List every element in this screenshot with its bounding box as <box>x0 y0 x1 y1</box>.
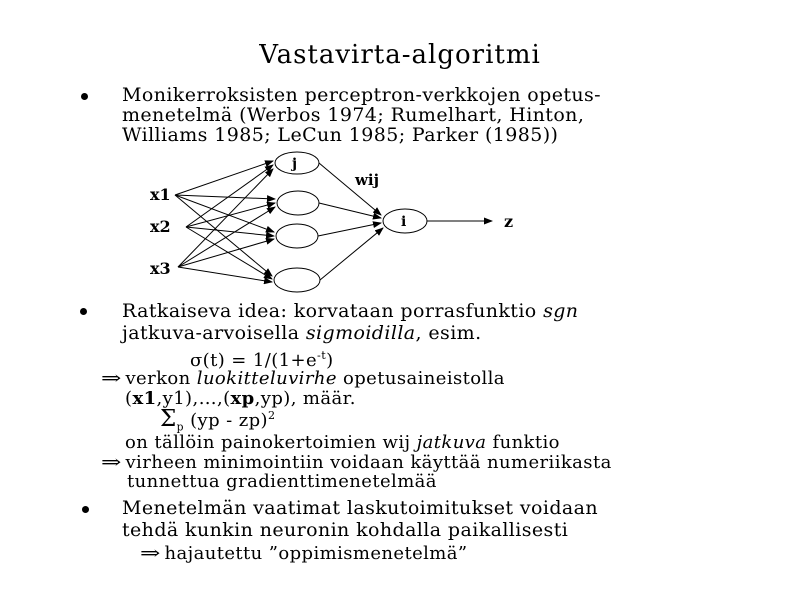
input-to-hidden-connections <box>175 161 275 282</box>
weight-label-wij: wij <box>355 171 380 189</box>
neural-network-diagram <box>140 146 520 298</box>
bullet-marker-1 <box>81 93 88 100</box>
sgn-italic: sgn <box>543 300 579 322</box>
bullet-marker-2 <box>80 308 87 315</box>
bullet-marker-3 <box>82 506 89 513</box>
input-label-x3: x3 <box>150 259 171 278</box>
continuous-function-line: on tällöin painokertoimien wij jatkuva funktio <box>125 432 560 453</box>
jatkuva-italic: jatkuva <box>416 432 487 453</box>
bullet-2-line-2: jatkuva-arvoisella sigmoidilla, esim. <box>122 322 482 344</box>
sum-squared-error-formula: $\Sigma_p$ (yp - zp)$^2$ <box>160 406 276 434</box>
exponent: -t <box>317 349 327 362</box>
distributed-learning-conclusion: ⇒ hajautettu ”oppimismenetelmä” <box>140 543 468 564</box>
hidden-node-3 <box>276 224 318 248</box>
bullet-3-line-1: Menetelmän vaatimat laskutoimitukset voidaan <box>122 497 598 519</box>
bullet-1-text <box>122 85 601 145</box>
output-node-label-i: i <box>401 214 407 230</box>
implication-classification-error: ⇒ verkon luokitteluvirhe opetusaineistolla <box>101 368 505 389</box>
training-pairs-line: (x1,y1),…,(xp,yp), määr. <box>125 388 356 409</box>
slide-title: Vastavirta-algoritmi <box>259 40 541 70</box>
bullet-1-line-2: menetelmä (Werbos 1974; Rumelhart, Hinton, <box>122 104 585 126</box>
bullet-3-line-2: tehdä kunkin neuronin kohdalla paikallisesti <box>122 519 569 541</box>
gradient-method-continuation: tunnettua gradienttimenetelmää <box>127 471 437 492</box>
bullet-3-text <box>122 497 598 541</box>
hidden-node-4 <box>274 268 320 292</box>
sigma-sum-symbol: Σ <box>160 406 177 432</box>
bullet-1-line-3: Williams 1985; LeCun 1985; Parker (1985)) <box>122 124 559 146</box>
bullet-2-line-1: Ratkaiseva idea: korvataan porrasfunktio sgn <box>122 300 579 322</box>
implies-arrow-icon: ⇒ <box>140 543 161 564</box>
bullet-1-line-1: Monikerroksisten perceptron-verkkojen opetus- <box>122 84 601 106</box>
input-label-x1: x1 <box>150 185 171 204</box>
sigmoid-formula: $\sigma(t) = 1/(1+e^{-t})$ <box>190 349 334 371</box>
input-label-x2: x2 <box>150 217 171 236</box>
implies-arrow-icon: ⇒ <box>101 452 122 473</box>
sigmoid-italic: sigmoidilla <box>305 322 416 344</box>
bullet-2-text <box>122 300 578 344</box>
output-label-z: z <box>504 212 514 231</box>
hidden-node-label-j: j <box>292 156 298 172</box>
luokitteluvirhe-italic: luokitteluvirhe <box>196 368 337 389</box>
implication-gradient-method: ⇒ virheen minimointiin voidaan käyttää numeriikasta <box>101 452 612 473</box>
implies-arrow-icon: ⇒ <box>101 368 122 389</box>
hidden-node-2 <box>277 191 319 215</box>
